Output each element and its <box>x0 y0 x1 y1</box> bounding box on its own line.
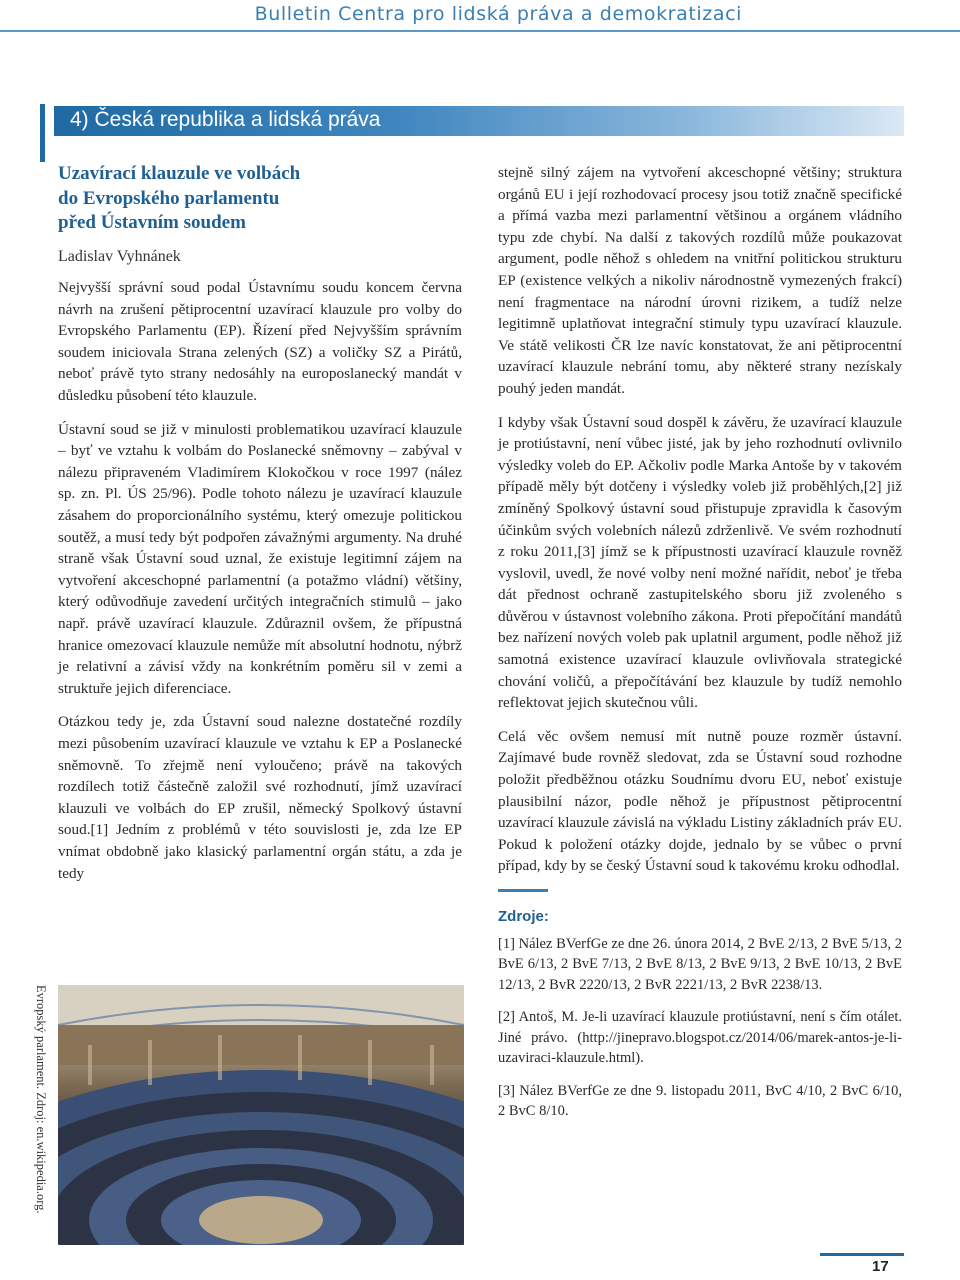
parliament-hemicycle-image <box>58 985 464 1245</box>
section-accent-bar <box>40 104 45 162</box>
article-author: Ladislav Vyhnánek <box>58 247 181 265</box>
sources-heading: Zdroje: <box>498 908 549 925</box>
article-title-line: před Ústavním soudem <box>58 212 246 233</box>
article-title-line: do Evropského parlamentu <box>58 187 280 209</box>
page-number: 17 <box>872 1258 889 1275</box>
body-paragraph: Ústavní soud se již v minulosti problematikou uzavírací klauzule – byť ve vztahu k volbám do Poslanecké sněmovny – zabýval v nálezu připraveném Vladimírem Klokočkou v roce 1997 (nález sp. zn. Pl. ÚS 25/96). Podle tohoto nálezu je uzavírací klauzule zásahem do proporcionálního systému, který omezuje politickou soutěž, a musí tedy být podpořen závažnými argumenty. Na druhé straně však Ústavní soud uznal, že existuje legitimní zájem na vytvoření akceschopné parlamentní (a potažmo vládní) většiny, který odůvodňuje zavedení určitých integračních stimulů – jako např. právě uzavírací klauzule. Zdůraznil ovšem, že přípustná hranice omezovací klauzule nemůže mít absolutní hodnotu, nýbrž je relativní a závisí vždy na konkrétním poměru sil v zemi a struktuře jejich diferenciace. <box>58 420 462 697</box>
body-paragraph: I kdyby však Ústavní soud dospěl k závěru, že uzavírací klauzule je protiústavní, není vůbec jisté, jak by jeho rozhodnutí ovlivnilo výsledky voleb do EP. Ačkoliv podle Marka Antoše by v takovém případě měly být dotčeny i výsledky voleb již proběhlých,[2] již zmíněný Spolkový ústavní soud přistupuje zpravidla k časovým účinkům svých volebních nálezů zdrženlivě. Ve svém rozhodnutí z roku 2011,[3] jímž se k přípustnosti uzavírací klauzule rovněž vyslovil, uvedl, že nové volby není možné nařídit, neboť je třeba dát přednost ochraně zastupitelského sboru již zvoleného s důvěrou v ústavnost volebního zákona. Proti přepočítání mandátů bez nařízení nových voleb pak uplatnil argument, podle něhož již samotná existence uzavírací klauzule ovlivňovala strategické chování voličů, a přepočítávání bez klauzule by tudíž nemohlo reflektovat jejich skutečnou vůli. <box>498 413 902 712</box>
right-column <box>498 162 902 1134</box>
reference-item: [3] Nález BVerfGe ze dne 9. listopadu 2011, BvC 4/10, 2 BvC 6/10, 2 BvC 8/10. <box>498 1082 902 1120</box>
left-column <box>58 162 462 896</box>
header-rule <box>0 30 960 32</box>
section-header <box>54 106 904 136</box>
parliament-photo <box>58 985 464 1245</box>
reference-item: [2] Antoš, M. Je-li uzavírací klauzule protiústavní, není s čím otálet. Jiné právo. (http://jinepravo.blogspot.cz/2014/06/marek-antos-je-li-uzaviraci-klauzule.html). <box>498 1009 902 1067</box>
section-title: 4) Česká republika a lidská práva <box>70 108 381 131</box>
sources-rule <box>498 889 548 892</box>
article-title <box>58 162 462 236</box>
body-paragraph: Nejvyšší správní soud podal Ústavnímu soudu koncem června návrh na zrušení pětiprocentní uzavírací klauzule pro volby do Evropského Parlamentu (EP). Řízení před Nejvyšším správním soudem iniciovala Strana zelených (SZ) a voličky SZ a Pirátů, neboť právě tyto strany nedosáhly na europoslanecký mandát v důsledku působení této klauzule. <box>58 279 462 405</box>
reference-item: [1] Nález BVerfGe ze dne 26. února 2014, 2 BvE 2/13, 2 BvE 5/13, 2 BvE 6/13, 2 BvE 7/13, 2 BvE 8/13, 2 BvE 9/13, 2 BvE 10/13, 2 BvE 12/13, 2 BvR 2220/13, 2 BvR 2221/13, 2 BvR 2238/13. <box>498 935 902 993</box>
body-paragraph: Celá věc ovšem nemusí mít nutně pouze rozměr ústavní. Zajímavé bude rovněž sledovat, zda se Ústavní soud rozhodne položit předběžnou otázku Soudnímu dvoru EU, neboť existuje plausibilní názor, podle něhož je přípustnost pětiprocentní uzavírací klauzule závislá na výkladu Listiny základních práv EU. Pokud k položení otázky dojde, jednalo by se vůbec o první případ, kdy by se český Ústavní soud k takovému kroku odhodlal. <box>498 727 902 875</box>
body-paragraph: stejně silný zájem na vytvoření akceschopné většiny; struktura orgánů EU i její rozhodovací procesy jsou totiž značně specifické a přímá vazba mezi parlamentní většinou a orgánem vládního typu zde chybí. Na další z takových rozdílů může poukazovat argument, podle něhož s ohledem na vnitřní politickou strukturu EP (existence velkých a nikoliv národnostně vymezených frakcí) není fragmentace na národní úrovni rizikem, a tudíž nelze legitimně uplatňovat integrační stimuly typu uzavírací klauzule. Ve státě velikosti ČR lze navíc konstatovat, že ani pětiprocentní uzavírací klauzule nebrání tomu, aby některé strany nezískaly pouhý jeden mandát. <box>498 164 902 397</box>
running-header <box>0 0 960 28</box>
body-paragraph: Otázkou tedy je, zda Ústavní soud nalezne dostatečné rozdíly mezi působením uzavírací klauzule ve vztahu k EP a Poslanecké sněmovně. To zřejmě není vyloučeno; právě na takových rozdílech totiž částečně založil své rozhodnutí, jímž uzavírací klauzuli ve volbách do EP zrušil, německý Spolkový ústavní soud.[1] Jedním z problémů v této souvislosti je, zda lze EP vnímat obdobně jako klasický parlamentní orgán státu, a zda je tedy <box>58 713 462 882</box>
journal-title: Bulletin Centra pro lidská práva a demokratizaci <box>254 3 742 25</box>
footer-rule <box>820 1253 904 1256</box>
photo-caption: Evropský parlament. Zdroj: en.wikipedia.org. <box>34 985 48 1214</box>
article-title-line: Uzavírací klauzule ve volbách <box>58 163 301 184</box>
